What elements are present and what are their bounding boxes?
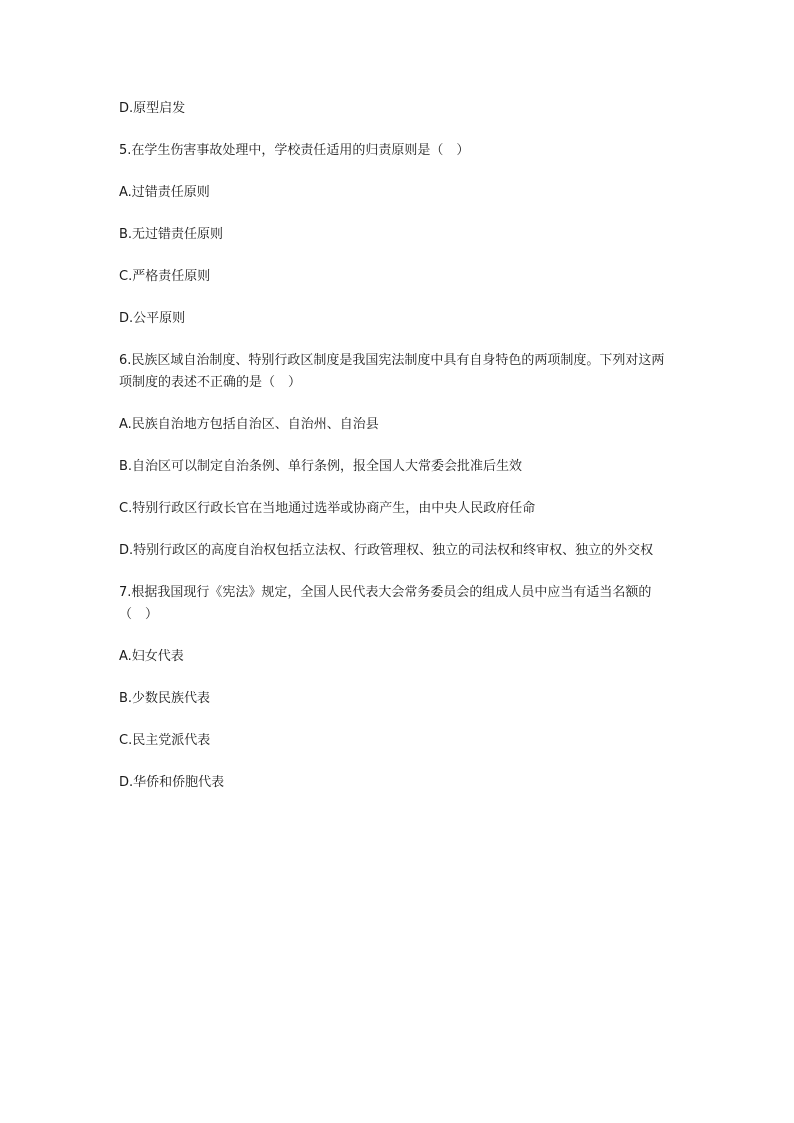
option-text: D.公平原则 xyxy=(119,311,186,326)
option-text: B.无过错责任原则 xyxy=(119,227,224,242)
option-text: C.特别行政区行政长官在当地通过选举或协商产生，由中央人民政府任命 xyxy=(119,501,536,516)
option-text: C.严格责任原则 xyxy=(119,269,211,284)
question-text: 7.根据我国现行《宪法》规定，全国人民代表大会常务委员会的组成人员中应当有适当名额的（ ） xyxy=(119,585,652,622)
option-text: A.妇女代表 xyxy=(119,649,184,664)
document-body xyxy=(119,98,667,794)
option-text: A.民族自治地方包括自治区、自治州、自治县 xyxy=(119,417,379,432)
option-text: B.自治区可以制定自治条例、单行条例，报全国人大常委会批准后生效 xyxy=(119,459,523,474)
question-text: 5.在学生伤害事故处理中，学校责任适用的归责原则是（ ） xyxy=(119,143,470,158)
option-text: D.原型启发 xyxy=(119,101,186,116)
option-text: D.华侨和侨胞代表 xyxy=(119,775,225,790)
option-text: C.民主党派代表 xyxy=(119,733,211,748)
question-text: 6.民族区域自治制度、特别行政区制度是我国宪法制度中具有自身特色的两项制度。下列对这两项制度的表述不正确的是（ ） xyxy=(119,353,665,390)
option-text: A.过错责任原则 xyxy=(119,185,210,200)
option-text: B.少数民族代表 xyxy=(119,691,211,706)
option-text: D.特别行政区的高度自治权包括立法权、行政管理权、独立的司法权和终审权、独立的外交权 xyxy=(119,543,654,558)
